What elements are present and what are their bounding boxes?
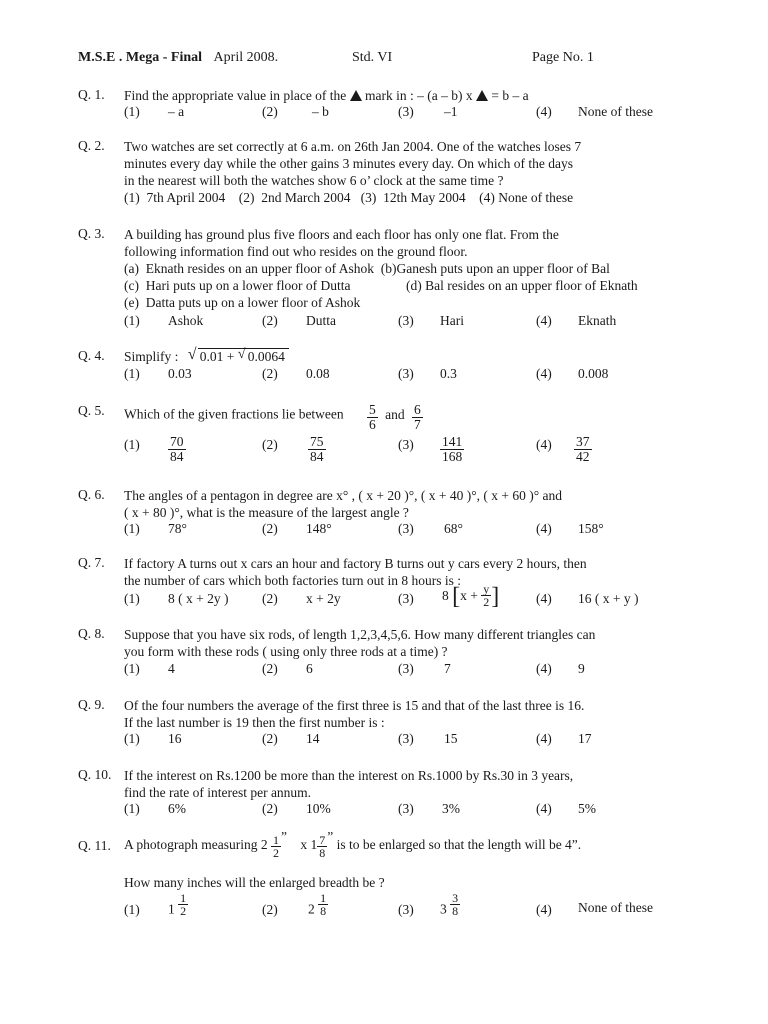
option-3: 7 <box>444 661 451 676</box>
option-2: 14 <box>306 731 320 746</box>
option-1: 8 ( x + 2y ) <box>168 591 229 606</box>
fraction: $\frac{1}{2}$ <box>272 833 279 860</box>
options-row: (1) 6% (2) 10% (3) 3% (4) 5% <box>124 801 596 816</box>
option-4: 17 <box>578 731 592 746</box>
question-text: A photograph measuring 2 $\frac{1}{2}$ ” x 1 $\frac{7}{8}$ ” is to be enlarged so that the length will be 4”. <box>124 829 582 860</box>
question-text: If the interest on Rs.1200 be more than the interest on Rs.1000 by Rs.30 in 3 years, find the rate of interest per annum. <box>124 768 574 800</box>
option-4: 158° <box>578 521 604 536</box>
exam-title-text: M.S.E . Mega - Final <box>78 50 203 65</box>
question-text: A building has ground plus five floors and each floor has only one flat. From the following information find out who resides on the ground floor. (a) Eknath resides on an upper floor of Ashok (b)Ganesh puts upon an upper floor of Bal (c) Hari puts up on a lower floor of Dutta (d) Bal resides on an upper floor of Eknath (e) Datta puts up on a lower floor of Ashok <box>124 227 638 310</box>
question-number: Q. 5. <box>78 403 105 418</box>
question-number: Q. 8. <box>78 626 105 641</box>
options-row: (1) 7th April 2004 (2) 2nd March 2004 (3) 12th May 2004 (4) None of these <box>124 190 574 205</box>
option-4: $\frac{37}{42}$ <box>576 434 590 464</box>
option-1: 1 $\frac{1}{2}$ <box>168 891 187 918</box>
option-2: 10% <box>306 801 331 816</box>
question-text: The angles of a pentagon in degree are x° , ( x + 20 )°, ( x + 40 )°, ( x + 60 )° and ( x + 80 )°, what is the measure of the largest angle ? <box>124 488 563 520</box>
options-row: (1) 16 (2) 14 (3) 15 (4) 17 <box>124 731 592 746</box>
option-1: $\frac{70}{84}$ <box>170 434 184 464</box>
question-number: Q. 3. <box>78 226 105 241</box>
question-text: Simplify : √ 0.01 + √ 0.0064 <box>124 348 704 365</box>
question-text: Suppose that you have six rods, of length 1,2,3,4,5,6. How many different triangles can you form with these rods ( using only three rods at a time) ? <box>124 627 596 659</box>
options-row: (1) Ashok (2) Dutta (3) Hari (4) Eknath <box>124 313 617 328</box>
option-1: Ashok <box>168 313 204 328</box>
option-4: 5% <box>578 801 596 816</box>
options-row: (1) 78° (2) 148° (3) 68° (4) 158° <box>124 521 604 536</box>
option-3: 3 $\frac{3}{8}$ <box>440 891 459 918</box>
question-number: Q. 9. <box>78 697 105 712</box>
option-1: 16 <box>168 731 182 746</box>
option-3: 8 [x + $\frac{y}{2}$ ] <box>442 582 500 610</box>
fraction: $\frac{6}{7}$ <box>414 402 421 432</box>
question-text: Which of the given fractions lie between $\frac{5}{6}$ and $\frac{6}{7}$ <box>124 402 421 432</box>
page-number: Page No. 1 <box>532 50 594 65</box>
option-3: $\frac{141}{168}$ <box>442 434 463 464</box>
options-row: (1) 8 ( x + 2y ) (2) x + 2y (3) 8 [x + $\frac{y}{2}$ ] (4) 16 ( x + y ) <box>124 582 639 610</box>
exam-title <box>78 50 278 66</box>
option-2: Dutta <box>306 313 336 328</box>
option-3: 3% <box>442 801 460 816</box>
option-3: Hari <box>440 313 464 328</box>
question-number: Q. 4. <box>78 348 105 363</box>
options-row: (1) 0.03 (2) 0.08 (3) 0.3 (4) 0.008 <box>124 366 609 381</box>
question-number: Q. 11. <box>78 838 111 853</box>
triangle-icon <box>350 90 362 101</box>
options-row: (1) $\frac{70}{84}$ (2) $\frac{75}{84}$ (3) $\frac{141}{168}$ (4) $\frac{37}{42}$ <box>124 434 590 464</box>
fraction: $\frac{1}{2}$ <box>180 891 187 918</box>
option-1: – a <box>168 104 185 119</box>
option-1: 6% <box>168 801 186 816</box>
options-row: (1) 4 (2) 6 (3) 7 (4) 9 <box>124 661 585 676</box>
question-number: Q. 6. <box>78 487 105 502</box>
exam-page: M.S.E . Mega - Final April 2008. Std. VI Page No. 1 Q. 1. Find the appropriate value in place of the mark in : – (a – b) x = b – a (1) – a (2) – b (3) –1 (4) None of these Q. 2. Two watches are set correctly at 6 a.m. on 26th Jan 2004. One of the watches loses 7 minutes every day while the other gains 3 minutes every day. On which of the days in the nearest will both the watches show 6 o’ clock at the same time ? (1) 7th April 2004 (2) 2nd March 2004 (3) 12th May 2004 (4) None of these Q. 3. A building has ground plus five floors and each floor has only one flat. From the following information find out who resides on the ground floor. (a) Eknath resides on an upper floor of Ashok (b)Ganesh puts upon an upper floor of Bal (c) Hari puts up on a lower floor of Dutta (d) Bal resides on an upper floor of Eknath (e) Datta puts up on a lower floor of Ashok (1) Ashok (2) Dutta (3) Hari (4) Eknath Q. 4. Simplify : √ 0.01 + √ 0.0064 (1) 0.03 (2) 0.08 (3) 0.3 (4) 0.008 Q. 5. Which of the given fractions lie between $\frac{5}{6}$ and $\frac{6}{7}$ (1) $\frac{70}{84}$ (2) $\frac{75}{84}$ (3) $\frac{141}{168}$ (4) $\frac{37}{42}$ Q. 6. The angles of a pentagon in degree are x° , ( x + 20 )°, ( x + 40 )°, ( x + 60 )° and ( x + 80 )°, what is the measure of the largest angle ? (1) 78° (2) 148° (3) 68° (4) 158° Q. 7. If factory A turns out x cars an hour and factory B turns out y cars every 2 hours, then the number of cars which both factories turn out in 8 hours is : (1) 8 ( x + 2y ) (2) x + 2y (3) 8 [x + $\frac{y}{2}$ ] (4) 16 ( x + y ) Q. 8. Suppose that you have six rods, of length 1,2,3,4,5,6. How many different triangles can you form with these rods ( using only three rods at a time) ? (1) 4 (2) 6 (3) 7 (4) 9 Q. 9. Of the four numbers the average of the first three is 15 and that of the last three is 16. If the last number is 19 then the first number is : (1) 16 (2) 14 (3) 15 (4) 17 Q. 10. If the interest on Rs.1200 be more than the interest on Rs.1000 by Rs.30 in 3 years, find the rate of interest per annum. (1) 6% (2) 10% (3) 3% (4) 5% Q. 11. A photograph measuring 2 $\frac{1}{2}$ ” x 1 $\frac{7}{8}$ ” is to be enlarged so that the length will be 4”. How many inches will the enlarged breadth be ? (1) 1 $\frac{1}{2}$ (2) 2 $\frac{1}{8}$ (3) 3 $\frac{3}{8}$ (4) None of these <box>0 0 768 1024</box>
option-3: 0.3 <box>440 366 457 381</box>
exam-date: April 2008. <box>213 50 279 65</box>
radical-icon: √ <box>187 346 197 363</box>
question-number: Q. 7. <box>78 555 105 570</box>
option-2: $\frac{75}{84}$ <box>310 434 324 464</box>
fraction: $\frac{3}{8}$ <box>452 891 459 918</box>
option-2: 0.08 <box>306 366 330 381</box>
triangle-icon <box>476 90 488 101</box>
fraction: $\frac{5}{6}$ <box>369 402 376 432</box>
option-2: 2 $\frac{1}{8}$ <box>308 891 327 918</box>
square-root-expression: √ 0.01 + √ 0.0064 <box>188 348 289 365</box>
option-4: 9 <box>578 661 585 676</box>
option-2: – b <box>312 104 329 119</box>
question-number: Q. 2. <box>78 138 105 153</box>
option-3: 15 <box>444 731 458 746</box>
fraction: $\frac{y}{2}$ <box>483 582 490 609</box>
option-4: Eknath <box>578 313 617 328</box>
inner-square-root: √ 0.0064 <box>237 347 285 364</box>
option-3: –1 <box>444 104 458 119</box>
options-row: (1) 1 $\frac{1}{2}$ (2) 2 $\frac{1}{8}$ (3) 3 $\frac{3}{8}$ (4) None of these <box>124 891 653 918</box>
option-1: 4 <box>168 661 175 676</box>
question-number: Q. 1. <box>78 87 105 102</box>
option-4: 16 ( x + y ) <box>578 591 639 606</box>
option-4: None of these <box>578 900 653 915</box>
radical-icon: √ <box>237 347 246 362</box>
standard-label: Std. VI <box>352 50 393 65</box>
option-2: 6 <box>306 661 313 676</box>
option-2: 148° <box>306 521 332 536</box>
option-4: 0.008 <box>578 366 609 381</box>
question-text: If factory A turns out x cars an hour and factory B turns out y cars every 2 hours, then the number of cars which both factories turn out in 8 hours is : <box>124 556 587 588</box>
option-2: x + 2y <box>306 591 341 606</box>
options-row: (1) – a (2) – b (3) –1 (4) None of these <box>124 104 653 119</box>
question-number: Q. 10. <box>78 767 112 782</box>
question-text: Of the four numbers the average of the first three is 15 and that of the last three is 16. If the last number is 19 then the first number is : <box>124 698 585 730</box>
option-1: 0.03 <box>168 366 192 381</box>
option-3: 68° <box>444 521 463 536</box>
question-text: Two watches are set correctly at 6 a.m. on 26th Jan 2004. One of the watches loses 7 minutes every day while the other gains 3 minutes every day. On which of the days in the nearest will both the watches show 6 o’ clock at the same time ? (1) 7th April 2004 (2) 2nd March 2004 (3) 12th May 2004 (4) None of these <box>124 138 704 206</box>
option-1: 78° <box>168 521 187 536</box>
question-text: Find the appropriate value in place of the mark in : – (a – b) x = b – a <box>124 88 529 103</box>
option-4: None of these <box>578 104 653 119</box>
fraction: $\frac{1}{8}$ <box>320 891 327 918</box>
fraction: $\frac{7}{8}$ <box>319 833 326 860</box>
